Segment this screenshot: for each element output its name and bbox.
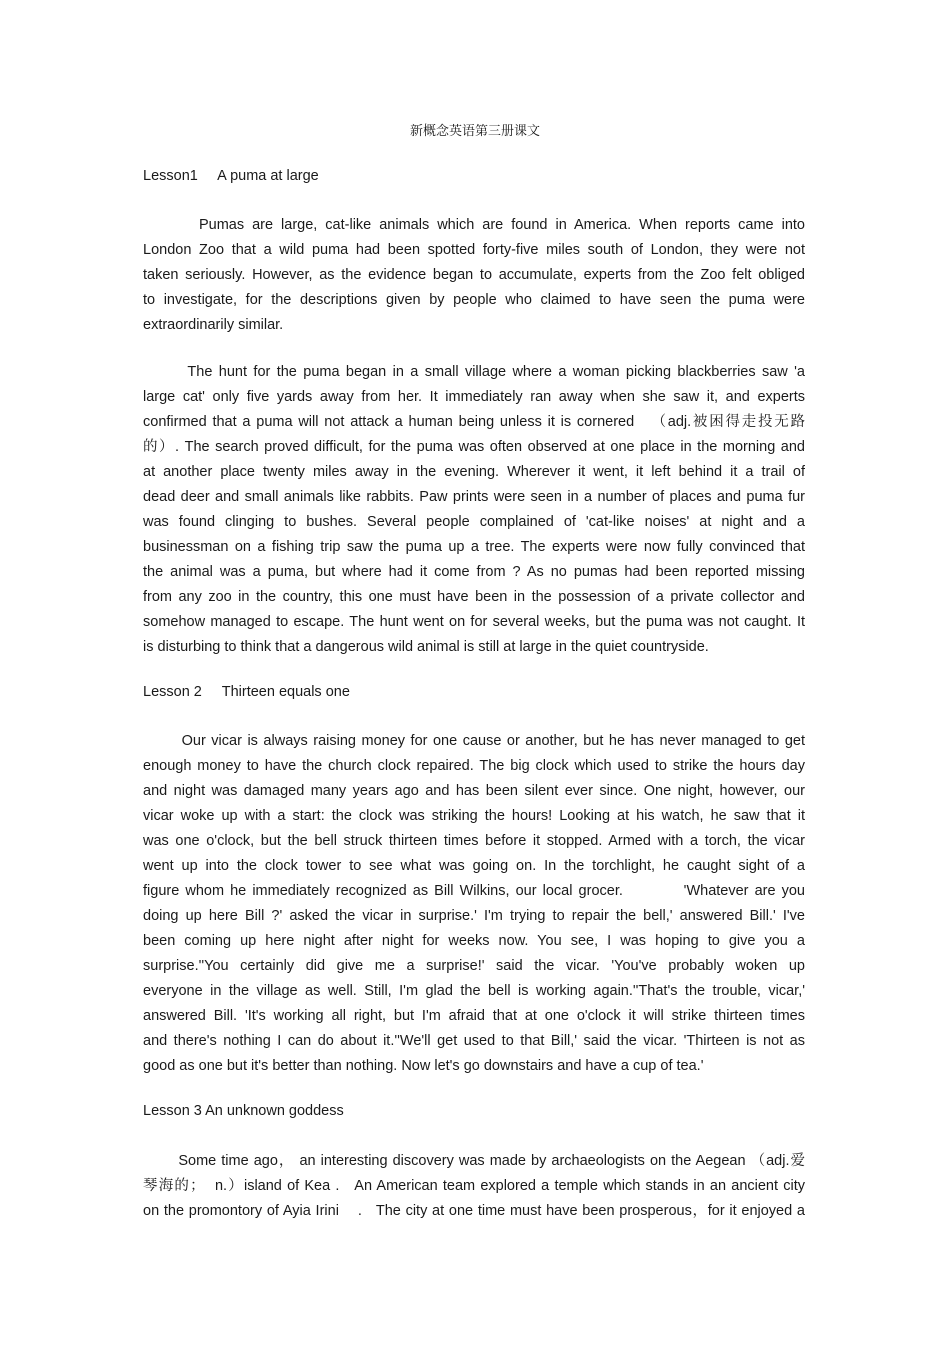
text-line: Some time ago， an interesting discovery was made by archaeologists on the Aegean （adj.爱 xyxy=(143,1153,805,1169)
lesson-2-heading: Lesson 2 Thirteen equals one xyxy=(143,684,350,700)
text-line: extraordinarily similar. xyxy=(143,317,284,333)
text-line: was one o'clock, but the bell struck thirteen times before it stopped. Armed with a torch, the vicar xyxy=(143,833,805,849)
text-line: businessman on a fishing trip saw the puma up a tree. The experts were now fully convinced that xyxy=(143,539,805,555)
text-line: the animal was a puma, but where had it come from ? As no pumas had been reported missing xyxy=(143,564,805,580)
text-line: dead deer and small animals like rabbits. Paw prints were seen in a number of places and puma fur xyxy=(143,489,805,505)
text-line: taken seriously. However, as the evidence began to accumulate, experts from the Zoo felt obliged xyxy=(143,267,805,283)
text-line: and there's nothing I can do about it.''We'll get used to that Bill,' said the vicar. 'Thirteen is not as xyxy=(143,1033,805,1049)
text-line: doing up here Bill ?' asked the vicar in surprise.' I'm trying to repair the bell,' answered Bill.' I've xyxy=(143,908,805,924)
text-line: everyone in the village as well. Still, I'm glad the bell is working again.''That's the trouble, vicar,' xyxy=(143,983,805,999)
text-line: 的）. The search proved difficult, for the puma was often observed at one place in the morning and xyxy=(143,439,805,455)
text-line: enough money to have the church clock repaired. The big clock which used to strike the hours day xyxy=(143,758,805,774)
text-line: on the promontory of Ayia Irini . The city at one time must have been prosperous，for it enjoyed a xyxy=(143,1203,805,1219)
text-line: large cat' only five yards away from her. It immediately ran away when she saw it, and experts xyxy=(143,389,805,405)
text-line: The hunt for the puma began in a small village where a woman picking blackberries saw 'a xyxy=(143,364,805,380)
text-line: London Zoo that a wild puma had been spotted forty-five miles south of London, they were not xyxy=(143,242,805,258)
text-line: was found clinging to bushes. Several people complained of 'cat-like noises' at night and a xyxy=(143,514,805,530)
text-line: vicar woke up with a start: the clock was striking the hours! Looking at his watch, he saw that it xyxy=(143,808,805,824)
lesson-2-paragraph-1 xyxy=(143,729,805,1079)
text-line: went up into the clock tower to see what was going on. In the torchlight, he caught sight of a xyxy=(143,858,805,874)
text-line: confirmed that a puma will not attack a human being unless it is cornered （adj.被困得走投无路 xyxy=(143,414,805,430)
text-line: is disturbing to think that a dangerous wild animal is still at large in the quiet countryside. xyxy=(143,639,709,655)
lesson-1-paragraph-2 xyxy=(143,360,805,660)
text-line: answered Bill. 'It's working all right, but I'm afraid that at one o'clock it will strike thirteen times xyxy=(143,1008,805,1024)
document-title: 新概念英语第三册课文 xyxy=(409,124,540,139)
lesson-3-heading: Lesson 3 An unknown goddess xyxy=(143,1103,344,1119)
text-line: Pumas are large, cat-like animals which are found in America. When reports came into xyxy=(143,217,805,233)
text-line: figure whom he immediately recognized as Bill Wilkins, our local grocer. 'Whatever are you xyxy=(143,883,805,899)
lesson-1-paragraph-1 xyxy=(143,213,805,338)
text-line: 琴海的； n.）island of Kea . An American team explored a temple which stands in an ancient city xyxy=(143,1178,805,1194)
text-line: somehow managed to escape. The hunt went on for several weeks, but the puma was not caught. It xyxy=(143,614,805,630)
text-line: to investigate, for the descriptions given by people who claimed to have seen the puma were xyxy=(143,292,805,308)
text-line: and night was damaged many years ago and has been silent ever since. One night, however, our xyxy=(143,783,805,799)
text-line: at another place twenty miles away in the evening. Wherever it went, it left behind it a trail of xyxy=(143,464,805,480)
text-line: from any zoo in the country, this one must have been in the possession of a private collector and xyxy=(143,589,805,605)
lesson-1-heading: Lesson1 A puma at large xyxy=(143,168,319,184)
lesson-3-paragraph-1 xyxy=(143,1149,805,1224)
text-line: surprise.''You certainly did give me a surprise!' said the vicar. 'You've probably woken up xyxy=(143,958,805,974)
text-line: good as one but it's better than nothing. Now let's go downstairs and have a cup of tea.' xyxy=(143,1058,704,1074)
text-line: Our vicar is always raising money for one cause or another, but he has never managed to get xyxy=(143,733,805,749)
text-line: been coming up here night after night for weeks now. You see, I was hoping to give you a xyxy=(143,933,805,949)
